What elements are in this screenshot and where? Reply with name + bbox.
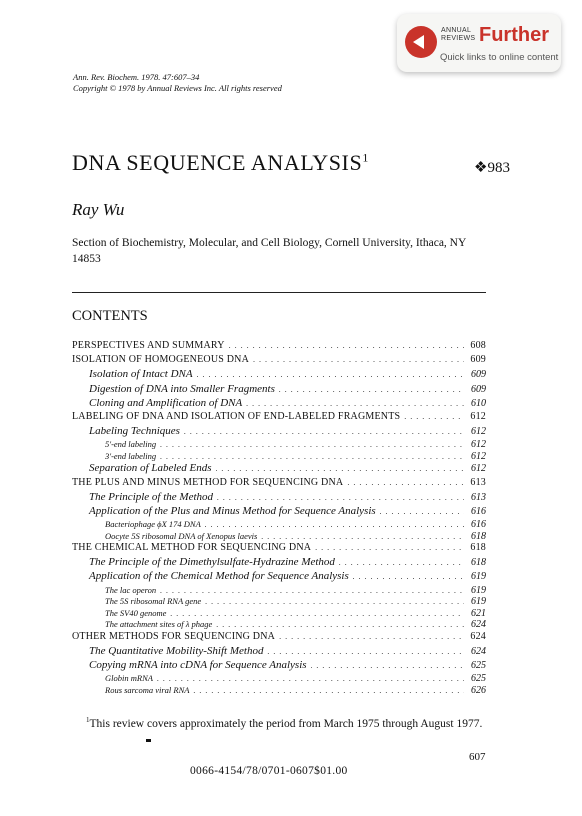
toc-leader-dots <box>160 452 464 461</box>
toc-leader-dots <box>157 674 464 683</box>
toc-leader-dots <box>160 440 464 449</box>
toc-leader-dots <box>184 427 464 436</box>
toc-entry-title: Application of the Chemical Method for Sequence Analysis <box>89 570 349 583</box>
toc-entry-page: 610 <box>471 397 486 409</box>
toc-entry-page: 624 <box>471 645 486 657</box>
toc-entry-title: Bacteriophage ϕX 174 DNA <box>105 519 201 530</box>
toc-entry-page: 616 <box>471 519 486 531</box>
toc-leader-dots <box>267 647 464 656</box>
badge-further-label: Further <box>479 24 549 46</box>
toc-entry-page: 609 <box>470 354 486 366</box>
toc-leader-dots <box>253 355 464 364</box>
toc-entry-title: The SV40 genome <box>105 607 167 618</box>
toc-entry-page: 612 <box>471 439 486 451</box>
journal-line-1: Ann. Rev. Biochem. 1978. 47:607–34 <box>73 72 200 82</box>
page-title <box>72 150 369 176</box>
ink-mark <box>146 739 151 742</box>
toc-entry-page: 618 <box>471 557 486 569</box>
toc-entry-title: ISOLATION OF HOMOGENEOUS DNA <box>72 354 249 366</box>
toc-entry <box>72 531 486 543</box>
toc-entry-title: LABELING OF DNA AND ISOLATION OF END-LABELED FRAGMENTS <box>72 410 401 422</box>
toc-leader-dots <box>205 597 464 606</box>
toc-entry <box>72 368 486 382</box>
toc-entry-page: 618 <box>471 530 486 542</box>
divider <box>72 292 486 293</box>
toc-entry-page: 612 <box>471 463 486 475</box>
badge-small-line1: ANNUAL <box>441 27 472 34</box>
toc-entry-title: Copying mRNA into cDNA for Sequence Analysis <box>89 659 307 671</box>
toc-entry <box>72 542 486 556</box>
toc-entry <box>72 397 486 411</box>
toc-leader-dots <box>279 385 464 394</box>
play-icon <box>405 26 437 58</box>
toc-leader-dots <box>216 620 464 629</box>
toc-entry-page: 624 <box>470 630 486 642</box>
toc-entry <box>72 585 486 597</box>
price-line: 0066-4154/78/0701-0607$01.00 <box>190 765 348 777</box>
toc-entry <box>72 619 486 631</box>
toc-entry <box>72 556 486 570</box>
toc-entry-page: 618 <box>470 542 486 554</box>
toc-entry <box>72 383 486 397</box>
toc-entry <box>72 519 486 531</box>
toc-leader-dots <box>217 493 464 502</box>
article-code: ❖983 <box>474 160 510 176</box>
toc-entry <box>72 505 486 519</box>
toc-entry-page: 612 <box>470 410 486 422</box>
toc-entry <box>72 685 486 697</box>
toc-entry <box>72 659 486 673</box>
toc-leader-dots <box>315 543 464 552</box>
toc-entry-title: The lac operon <box>105 584 157 595</box>
toc-leader-dots <box>347 478 464 487</box>
toc-entry-title: Isolation of Intact DNA <box>89 368 193 381</box>
toc-entry-title: Labeling Techniques <box>89 425 180 438</box>
toc-entry <box>72 596 486 608</box>
badge-annual-reviews <box>441 27 475 43</box>
toc-entry-title: PERSPECTIVES AND SUMMARY <box>72 340 225 351</box>
toc-entry-title: The Quantitative Mobility-Shift Method <box>89 644 264 657</box>
toc-entry <box>72 439 486 451</box>
toc-entry-page: 625 <box>471 660 486 671</box>
toc-entry-page: 609 <box>471 369 486 381</box>
footnote-text: This review covers approximately the period from March 1975 through August 1977. <box>89 717 483 730</box>
journal-line-2: Copyright © 1978 by Annual Reviews Inc. All rights reserved <box>73 83 282 93</box>
toc-leader-dots <box>279 632 464 641</box>
toc-entry-title: OTHER METHODS FOR SEQUENCING DNA <box>72 630 276 642</box>
badge-small-line2: REVIEWS <box>441 35 476 42</box>
toc-entry-title: Cloning and Amplification of DNA <box>89 396 243 409</box>
toc-leader-dots <box>380 507 464 516</box>
toc-entry <box>72 354 486 368</box>
toc-leader-dots <box>160 586 464 595</box>
toc-entry-page: 619 <box>471 584 486 596</box>
affiliation: Section of Biochemistry, Molecular, and Cell Biology, Cornell University, Ithaca, NY 14853 <box>72 237 466 265</box>
toc-entry-page: 621 <box>471 607 486 619</box>
footnote-mark: 1 <box>86 716 90 724</box>
toc-leader-dots <box>339 558 464 567</box>
toc-entry-title: THE PLUS AND MINUS METHOD FOR SEQUENCING DNA <box>72 476 344 488</box>
toc-leader-dots <box>193 686 464 695</box>
toc-entry-page: 616 <box>471 505 486 517</box>
toc-entry-page: 625 <box>471 673 486 685</box>
toc-entry <box>72 411 486 425</box>
toc-leader-dots <box>246 399 464 408</box>
toc-entry <box>72 451 486 463</box>
toc-entry-title: The 5S ribosomal RNA gene <box>105 596 202 607</box>
contents-heading: CONTENTS <box>72 308 148 324</box>
toc-entry-page: 608 <box>470 340 486 351</box>
title-footnote-mark: 1 <box>362 150 369 165</box>
toc-entry-title: Rous sarcoma viral RNA <box>105 684 190 695</box>
toc-entry-title: Oocyte 5S ribosomal DNA of Xenopus laevis <box>105 530 258 541</box>
toc-leader-dots <box>261 532 464 541</box>
toc-entry <box>72 645 486 659</box>
toc-entry <box>72 340 486 354</box>
toc-entry-title: Globin mRNA <box>105 673 153 684</box>
table-of-contents <box>72 340 486 696</box>
journal-citation <box>73 72 282 94</box>
toc-leader-dots <box>229 341 464 350</box>
toc-entry-title: The Principle of the Dimethylsulfate-Hydrazine Method <box>89 556 335 569</box>
toc-entry <box>72 673 486 685</box>
toc-leader-dots <box>311 661 464 670</box>
toc-entry-title: 5'-end labeling <box>105 439 157 450</box>
toc-entry-page: 619 <box>471 571 486 583</box>
badge-subtitle: Quick links to online content <box>440 52 559 63</box>
toc-entry <box>72 608 486 620</box>
toc-leader-dots <box>205 520 464 529</box>
toc-leader-dots <box>216 464 464 473</box>
toc-entry-page: 613 <box>470 476 486 488</box>
toc-entry-page: 624 <box>471 619 486 631</box>
toc-entry-page: 619 <box>471 596 486 608</box>
toc-entry <box>72 570 486 584</box>
toc-leader-dots <box>197 370 464 379</box>
toc-entry <box>72 462 486 476</box>
toc-entry <box>72 477 486 491</box>
toc-entry-page: 612 <box>471 450 486 462</box>
toc-entry-page: 609 <box>471 383 486 395</box>
toc-entry <box>72 425 486 439</box>
toc-leader-dots <box>404 412 464 421</box>
toc-entry-title: Application of the Plus and Minus Method for Sequence Analysis <box>89 504 376 517</box>
toc-entry-title: The Principle of the Method <box>89 490 214 503</box>
toc-entry-title: Separation of Labeled Ends <box>89 462 212 475</box>
toc-entry <box>72 631 486 645</box>
page-number: 607 <box>469 751 486 763</box>
toc-leader-dots <box>353 572 464 581</box>
toc-entry-page: 612 <box>471 426 486 438</box>
page-title-text: DNA SEQUENCE ANALYSIS <box>72 150 363 175</box>
toc-entry-title: The attachment sites of λ phage <box>105 619 213 630</box>
further-badge[interactable] <box>397 14 561 72</box>
toc-entry-title: THE CHEMICAL METHOD FOR SEQUENCING DNA <box>72 542 312 554</box>
toc-entry <box>72 491 486 505</box>
toc-entry-title: Digestion of DNA into Smaller Fragments <box>89 382 275 395</box>
toc-entry-page: 626 <box>471 684 486 696</box>
footnote <box>72 712 486 732</box>
toc-leader-dots <box>170 609 464 618</box>
author: Ray Wu <box>72 200 125 219</box>
toc-entry-page: 613 <box>471 491 486 503</box>
toc-entry-title: 3'-end labeling <box>105 450 157 461</box>
